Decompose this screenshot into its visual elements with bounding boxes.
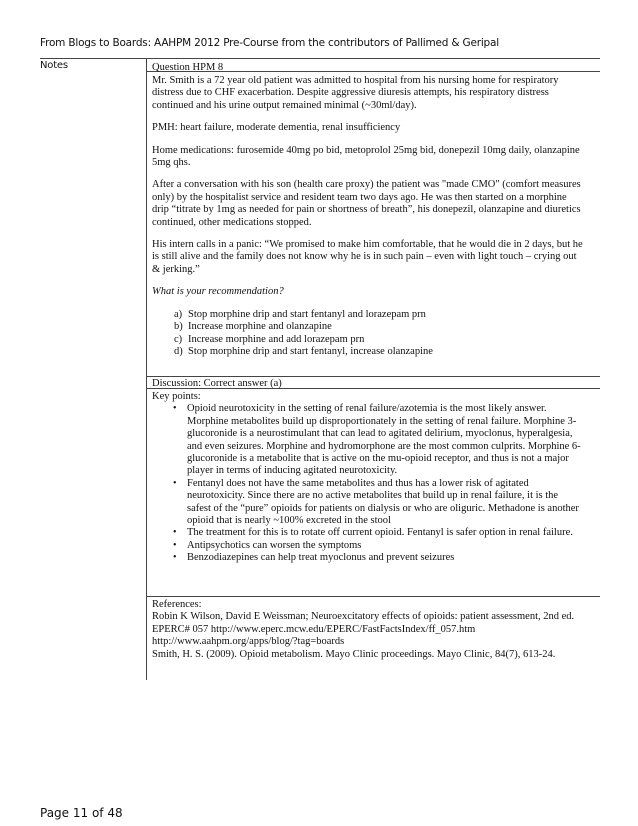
key-points-list xyxy=(152,403,586,564)
page-header: From Blogs to Boards: AAHPM 2012 Pre-Course from the contributors of Pallimed & Geripal xyxy=(40,37,499,49)
answer-option-text: Increase morphine and add lorazepam prn xyxy=(188,333,365,345)
key-point xyxy=(152,552,586,564)
bullet-icon: • xyxy=(173,477,177,489)
key-points-label: Key points: xyxy=(152,391,201,402)
question-paragraph: Home medications: furosemide 40mg po bid, metoprolol 25mg bid, donepezil 10mg daily, olanzapine 5mg qhs. xyxy=(152,144,580,169)
question-paragraph: His intern calls in a panic: “We promised to make him comfortable, that he would die in 2 days, but he is still alive and the family does not know why he is in such pain – even with light touch – crying out & jerking.” xyxy=(152,239,583,275)
column-divider xyxy=(146,58,147,680)
bullet-icon: • xyxy=(173,527,177,539)
answer-option-text: Stop morphine drip and start fentanyl, increase olanzapine xyxy=(188,345,433,357)
notes-label: Notes xyxy=(40,60,68,71)
references-title: References: xyxy=(152,599,202,610)
answer-option-label: a) xyxy=(174,308,183,320)
key-point-text: Antipsychotics can worsen the symptoms xyxy=(187,539,362,551)
references xyxy=(152,599,586,661)
question-paragraph: PMH: heart failure, moderate dementia, renal insufficiency xyxy=(152,122,401,134)
key-point-text: Opioid neurotoxicity in the setting of renal failure/azotemia is the most likely answer. Morphine metabolites build up disproportionately in the setting of renal failure. Morphine 3-glucoronide is a neurostimulant that can lead to agitated delirium, myoclonus, hyperalgesia, and even seizures. Morphine and hydromorphone are the most common culprits. Morphine 6-glucoronide is a metabolite that is active on the mu-opioid receptor, and thus is not a major player in terms of inducing agitated neurotoxicity. xyxy=(187,403,581,477)
answer-option-label: c) xyxy=(174,333,183,345)
question-title: Question HPM 8 xyxy=(152,62,224,73)
answer-option-label: b) xyxy=(174,321,183,333)
answer-option-text: Increase morphine and olanzapine xyxy=(188,321,332,333)
reference-line: Robin K Wilson, David E Weissman; Neuroexcitatory effects of opioids: patient assessment, 2nd ed. EPERC# 057 http://www.eperc.mcw.edu/EPERC/FastFactsIndex/ff_057.htm xyxy=(152,611,575,635)
reference-line: Smith, H. S. (2009). Opioid metabolism. Mayo Clinic proceedings. Mayo Clinic, 84(7), 613-24. xyxy=(152,648,556,660)
references-rule xyxy=(146,596,600,597)
answer-options xyxy=(152,309,586,359)
key-point xyxy=(152,540,586,552)
header-rule xyxy=(40,58,600,59)
reference-line: http://www.aahpm.org/apps/blog/?tag=boards xyxy=(152,636,345,648)
key-point-text: Fentanyl does not have the same metabolites and thus has a lower risk of agitated neurotoxicity. Since there are no active metabolites that build up in renal failure, it is the safest of the “pure” opioids for patients on dialysis or who are oliguric. Methadone is another opioid that is nearly ~100% excreted in the stool xyxy=(187,477,579,527)
answer-option xyxy=(152,334,586,346)
key-point xyxy=(152,527,586,539)
question-body xyxy=(152,75,586,358)
key-point xyxy=(152,403,586,477)
bullet-icon: • xyxy=(173,552,177,564)
key-point-text: Benzodiazepines can help treat myoclonus and prevent seizures xyxy=(187,552,455,564)
discussion-title: Discussion: Correct answer (a) xyxy=(152,378,282,389)
answer-option xyxy=(152,309,586,321)
key-point xyxy=(152,478,586,528)
answer-option xyxy=(152,321,586,333)
answer-option xyxy=(152,346,586,358)
discussion-rule xyxy=(146,376,600,377)
bullet-icon: • xyxy=(173,539,177,551)
question-prompt: What is your recommendation? xyxy=(152,286,284,298)
answer-option-label: d) xyxy=(174,345,183,357)
question-paragraph: Mr. Smith is a 72 year old patient was admitted to hospital from his nursing home for respiratory distress due to CHF exacerbation. Despite aggressive diuresis attempts, his respiratory distress continued and his urine output remained minimal (~30ml/day). xyxy=(152,75,559,111)
key-points xyxy=(152,391,586,565)
key-point-text: The treatment for this is to rotate off current opioid. Fentanyl is safer option in renal failure. xyxy=(187,527,573,539)
question-paragraph: After a conversation with his son (health care proxy) the patient was "made CMO" (comfort measures only) by the hospitalist service and resident team two days ago. He was then started on a morphine drip “titrate by 1mg as needed for pain or shortness of breath”, his donepezil, olanzapine and diuretics continued, other medications stopped. xyxy=(152,179,581,228)
page-number: Page 11 of 48 xyxy=(40,806,123,820)
answer-option-text: Stop morphine drip and start fentanyl and lorazepam prn xyxy=(188,308,426,320)
bullet-icon: • xyxy=(173,403,177,415)
